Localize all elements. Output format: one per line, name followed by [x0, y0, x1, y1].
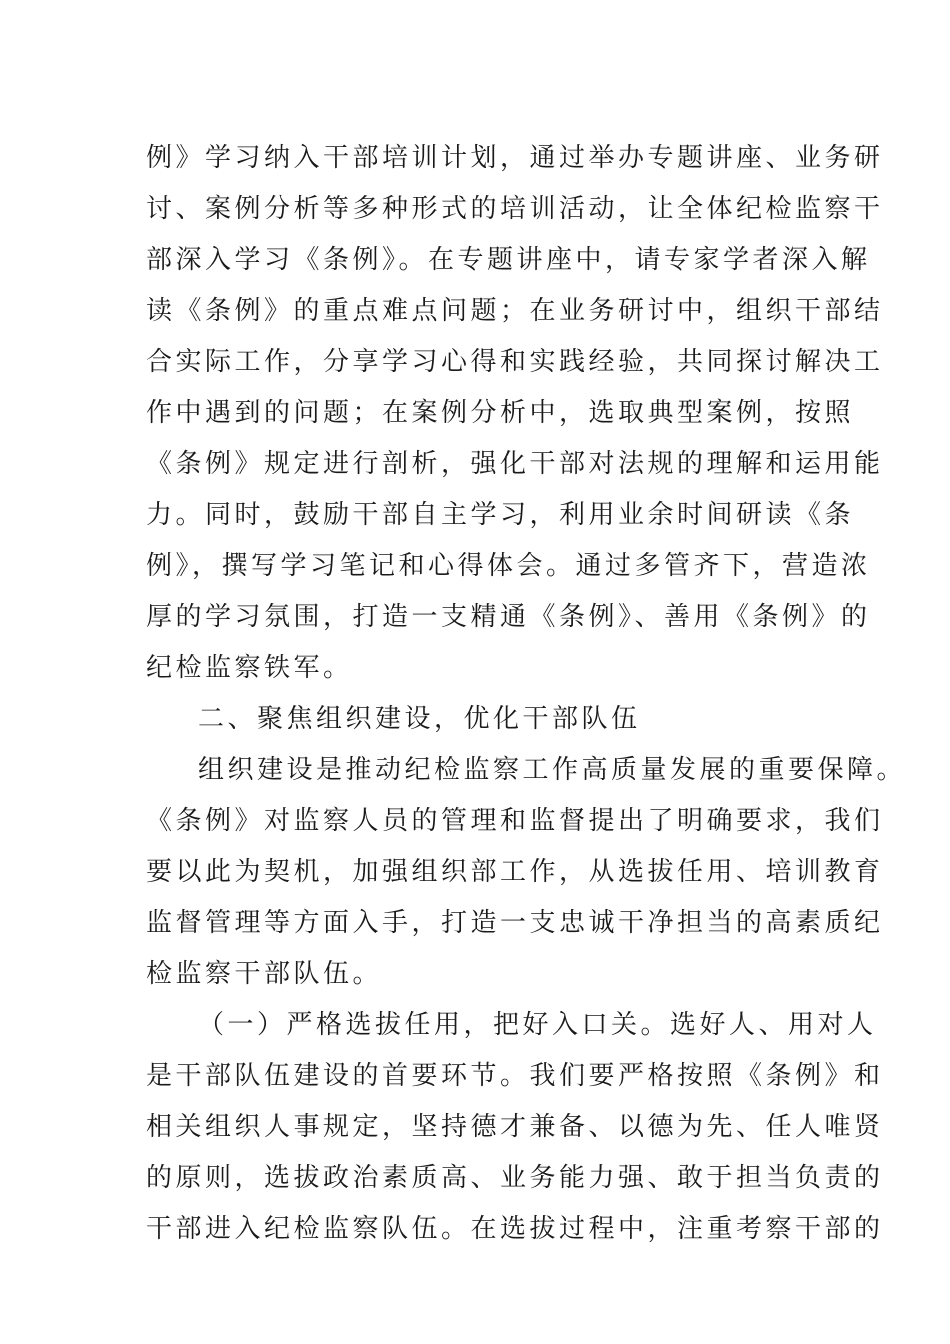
text-line: 力。同时，鼓励干部自主学习，利用业余时间研读《条: [146, 500, 855, 530]
text-line: 干部进入纪检监察队伍。在选拔过程中，注重考察干部的: [146, 1214, 884, 1244]
paragraph-start: 组织建设是推动纪检监察工作高质量发展的重要保障。: [198, 755, 907, 785]
text-line: 例》，撰写学习笔记和心得体会。通过多管齐下，营造浓: [146, 551, 871, 581]
text-line: 《条例》规定进行剖析，强化干部对法规的理解和运用能: [146, 449, 884, 479]
text-line: 讨、案例分析等多种形式的培训活动，让全体纪检监察干: [146, 194, 884, 224]
subsection-heading: （一）严格选拔任用，把好入口关。选好人、用对人: [198, 1010, 877, 1040]
text-line: 部深入学习《条例》。在专题讲座中，请专家学者深入解: [146, 245, 871, 275]
text-line: 《条例》对监察人员的管理和监督提出了明确要求，我们: [146, 806, 884, 836]
text-line: 厚的学习氛围，打造一支精通《条例》、善用《条例》的: [146, 602, 871, 632]
text-line: 检监察干部队伍。: [146, 959, 383, 989]
text-line: 读《条例》的重点难点问题；在业务研讨中，组织干部结: [146, 296, 884, 326]
text-line: 的原则，选拔政治素质高、业务能力强、敢于担当负责的: [146, 1163, 884, 1193]
text-line: 纪检监察铁军。: [146, 653, 353, 683]
text-line: 是干部队伍建设的首要环节。我们要严格按照《条例》和: [146, 1061, 884, 1091]
body-text: [146, 133, 907, 1255]
text-line: 例》学习纳入干部培训计划，通过举办专题讲座、业务研: [146, 143, 884, 173]
text-line: 要以此为契机，加强组织部工作，从选拔任用、培训教育: [146, 857, 884, 887]
text-line: 相关组织人事规定，坚持德才兼备、以德为先、任人唯贤: [146, 1112, 884, 1142]
section-heading: 二、聚焦组织建设，优化干部队伍: [198, 704, 641, 734]
text-line: 作中遇到的问题；在案例分析中，选取典型案例，按照: [146, 398, 855, 428]
text-line: 监督管理等方面入手，打造一支忠诚干净担当的高素质纪: [146, 908, 884, 938]
text-line: 合实际工作，分享学习心得和实践经验，共同探讨解决工: [146, 347, 884, 377]
